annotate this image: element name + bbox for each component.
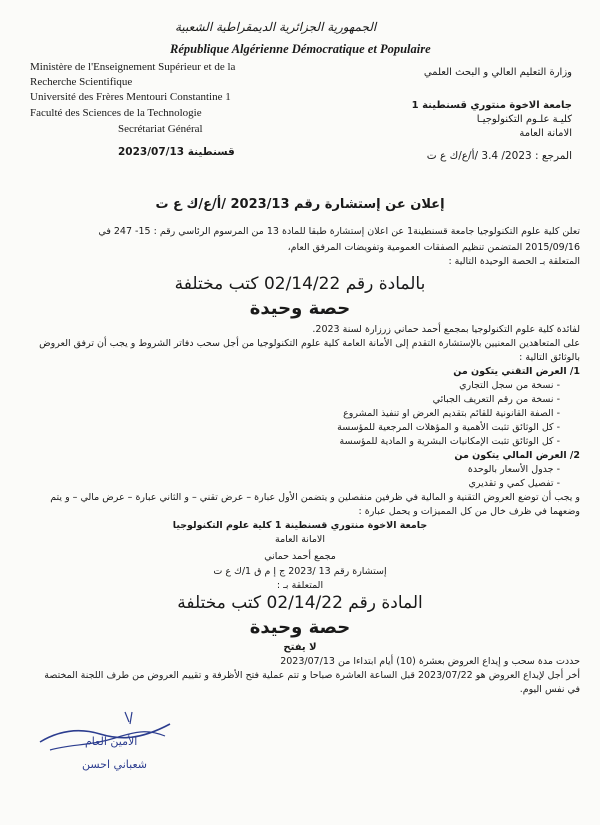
call-line-2: بالوثائق التالية : [519, 352, 580, 363]
faculty-arabic: كليـة علـوم التكنولوجيـا [476, 114, 572, 125]
list-item: - جدول الأسعار بالوحدة [467, 464, 560, 475]
intro-line-1: تعلن كلية علوم التكنولوجيا جامعة قسنطينة1 عن اعلان إستشارة طبقا للمادة 13 من المرسوم الرئاسي رقم : 15- 247 في [98, 226, 580, 237]
deadline-line-3: في نفس اليوم. [519, 684, 580, 695]
ministry-arabic: وزارة التعليم العالي و البحث العلمي [423, 67, 572, 78]
ministry-french-2: Recherche Scientifique [30, 76, 133, 88]
list-item: - كل الوثائق تثبت الأهمية و المؤهلات المرجعية للمؤسسة [337, 422, 560, 433]
deadline-line-2: أخر أجل لإيداع العروض هو 2023/07/22 قبل الساعة العاشرة صباحا و تتم عملية فتح الأظرفة و تقييم العروض من طرف اللجنة المختصة [44, 670, 580, 681]
call-line-1: على المتعاهدين المعنيين بالإستشارة التقدم إلى الأمانة العامة كلية علوم التكنولوجيا من أجل سحب دفاتر الشروط و يجب أن ترفق العروض [39, 338, 580, 349]
announcement-title: إعلان عن إستشارة رقم 2023/13 /أ/ع/ك ع ت [155, 197, 445, 212]
list-item: - الصفة القانونية للقائم بتقديم العرض او تنفيذ المشروع [343, 408, 560, 419]
republic-arabic: الجمهورية الجزائرية الديمقراطية الشعبية [175, 20, 377, 34]
envelope-item-heading: المادة رقم 02/14/22 كتب مختلفة [177, 593, 423, 613]
envelope-lot-heading: حصة وحيدة [249, 617, 351, 638]
do-not-open-label: لا يفتح [283, 642, 317, 653]
university-arabic: جامعة الاخوة منتوري قسنطينة 1 [411, 100, 572, 111]
item-heading: بالمادة رقم 02/14/22 كتب مختلفة [174, 274, 426, 294]
financial-offer-heading: 2/ العرض المالي يتكون من [454, 450, 580, 461]
secretariat-french: Secrétariat Général [118, 123, 203, 135]
list-item: - نسخة من رقم التعريف الجبائي [432, 394, 560, 405]
technical-offer-heading: 1/ العرض التقني يتكون من [453, 366, 580, 377]
deadline-line-1: حددت مدة سحب و إيداع العروض بعشرة (10) أيام ابتداءا من 2023/07/13 [280, 656, 580, 667]
envelope-complex: مجمع أحمد حماني [264, 551, 336, 562]
faculty-french: Faculté des Sciences de la Technologie [30, 107, 202, 119]
list-item: - كل الوثائق تثبت الإمكانيات البشرية و المادية للمؤسسة [339, 436, 560, 447]
secretariat-arabic: الامانة العامة [519, 128, 572, 139]
signature-title: الأمين العام [85, 735, 138, 748]
ministry-french-1: Ministère de l'Enseignement Supérieur et de la [30, 61, 236, 73]
envelope-secretariat: الامانة العامة [275, 534, 325, 545]
envelope-university: جامعة الاخوة منتوري قسنطينة 1 كلية علوم التكنولوجيا [172, 520, 428, 531]
envelope-consultation: إستشارة رقم 13 /2023 ج إ م ق 1/ك ع ت [213, 566, 387, 577]
university-french: Université des Frères Mentouri Constantine 1 [30, 91, 231, 103]
financial-offer-list [468, 464, 560, 492]
intro-line-3: المتعلقة بـ الحصة الوحيدة التالية : [448, 256, 580, 267]
list-item: - تفصيل كمي و تقديري [468, 478, 560, 489]
signature-name: شعباني احسن [82, 758, 147, 771]
date-line: قسنطينة 2023/07/13 [118, 146, 235, 158]
lot-heading: حصة وحيدة [249, 298, 351, 319]
republic-french: République Algérienne Démocratique et Populaire [170, 42, 431, 56]
envelope-related: المتعلقة بـ : [276, 580, 324, 591]
beneficiary-line: لفائدة كلية علوم التكنولوجيا بمجمع أحمد حماني زرزارة لسنة 2023. [312, 324, 580, 335]
reference-number: المرجع : 2023/ 3.4 /أ/ع/ك ع ت [426, 150, 572, 162]
envelope-note-1: و يجب أن توضع العروض التقنية و المالية في ظرفين منفصلين و يتضمن الأول عبارة – عرض تقني – و الثاني عبارة – عرض مالي – و يتم [50, 492, 580, 503]
envelope-note-2: وضعهما في ظرف خال من كل المميزات و يحمل عبارة : [358, 506, 580, 517]
intro-line-2: 2015/09/16 المتضمن تنظيم الصفقات العمومية وتفويضات المرفق العام، [287, 242, 580, 253]
technical-offer-list [337, 380, 560, 450]
list-item: - نسخة من سجل التجاري [459, 380, 560, 391]
